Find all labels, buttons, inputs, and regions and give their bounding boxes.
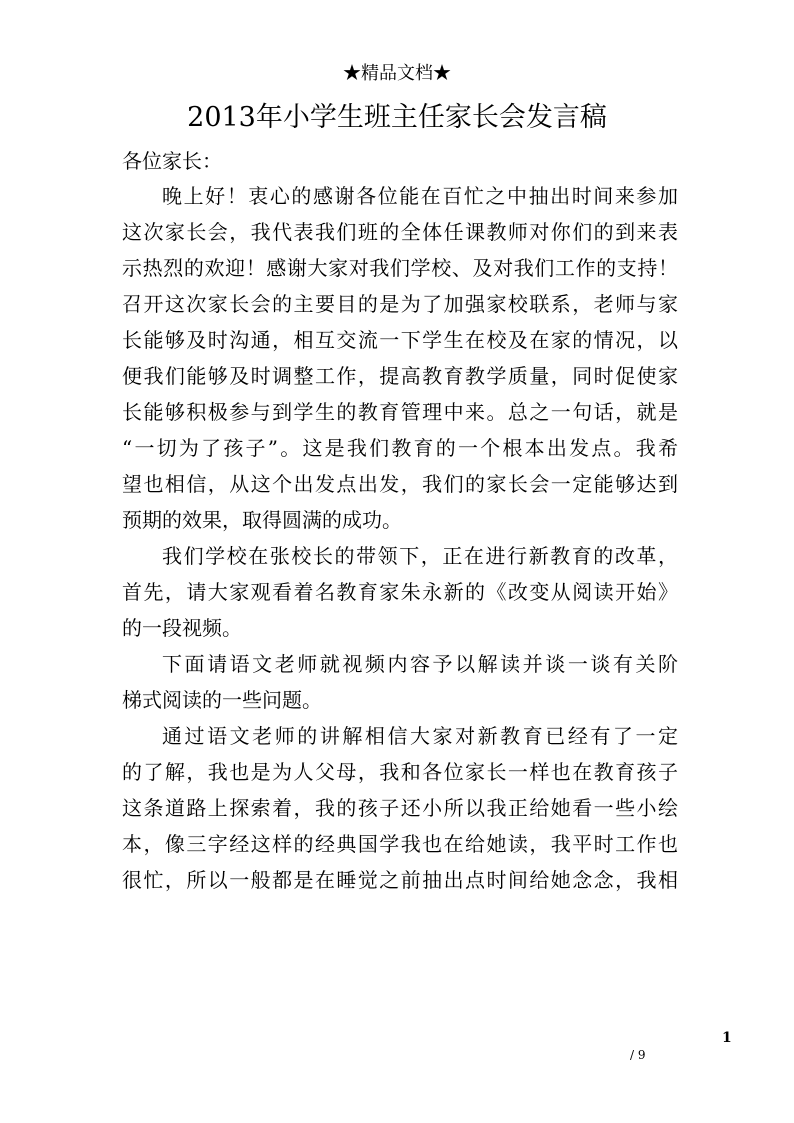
page-total: / 9 xyxy=(630,1048,646,1062)
body-text-line: 梯式阅读的一些问题。 xyxy=(122,688,322,712)
body-text-line: 我们学校在张校长的带领下，正在进行新教育的改革， xyxy=(162,544,678,568)
body-text-line: 便我们能够及时调整工作，提高教育教学质量，同时促使家 xyxy=(122,364,678,388)
page-number: 1 xyxy=(722,1030,732,1046)
body-text-line: 本，像三字经这样的经典国学我也在给她读，我平时工作也 xyxy=(122,832,678,856)
body-text-line: 很忙，所以一般都是在睡觉之前抽出点时间给她念念，我相 xyxy=(122,868,678,892)
body-text-line: 晚上好！衷心的感谢各位能在百忙之中抽出时间来参加 xyxy=(162,184,678,208)
body-text-line: 首先，请大家观看着名教育家朱永新的《改变从阅读开始》 xyxy=(122,580,678,604)
body-text-line: 这次家长会，我代表我们班的全体任课教师对你们的到来表 xyxy=(122,220,678,244)
body-text-line: 长能够积极参与到学生的教育管理中来。总之一句话，就是 xyxy=(122,400,678,424)
body-lines xyxy=(122,178,678,898)
document-title: 2013年小学生班主任家长会发言稿 xyxy=(187,102,607,133)
document-body xyxy=(122,143,678,898)
salutation-line: 各位家长： xyxy=(122,149,222,173)
body-text-line: 的了解，我也是为人父母，我和各位家长一样也在教育孩子 xyxy=(122,760,678,784)
body-text-line: 望也相信，从这个出发点出发，我们的家长会一定能够达到 xyxy=(122,472,678,496)
body-text-line: 召开这次家长会的主要目的是为了加强家校联系，老师与家 xyxy=(122,292,678,316)
body-text-line: 通过语文老师的讲解相信大家对新教育已经有了一定 xyxy=(162,724,678,748)
body-text-line: 长能够及时沟通，相互交流一下学生在校及在家的情况，以 xyxy=(122,328,678,352)
body-text-line: 预期的效果，取得圆满的成功。 xyxy=(122,508,402,532)
body-text-line: 下面请语文老师就视频内容予以解读并谈一谈有关阶 xyxy=(162,652,678,676)
body-text-line: 示热烈的欢迎！感谢大家对我们学校、及对我们工作的支持！ xyxy=(122,256,678,280)
body-text-line: 这条道路上探索着，我的孩子还小所以我正给她看一些小绘 xyxy=(122,796,678,820)
body-text-line: 的一段视频。 xyxy=(122,616,242,640)
document-header-label: ★精品文档★ xyxy=(343,63,451,84)
body-text-line: “一切为了孩子”。这是我们教育的一个根本出发点。我希 xyxy=(122,436,678,460)
